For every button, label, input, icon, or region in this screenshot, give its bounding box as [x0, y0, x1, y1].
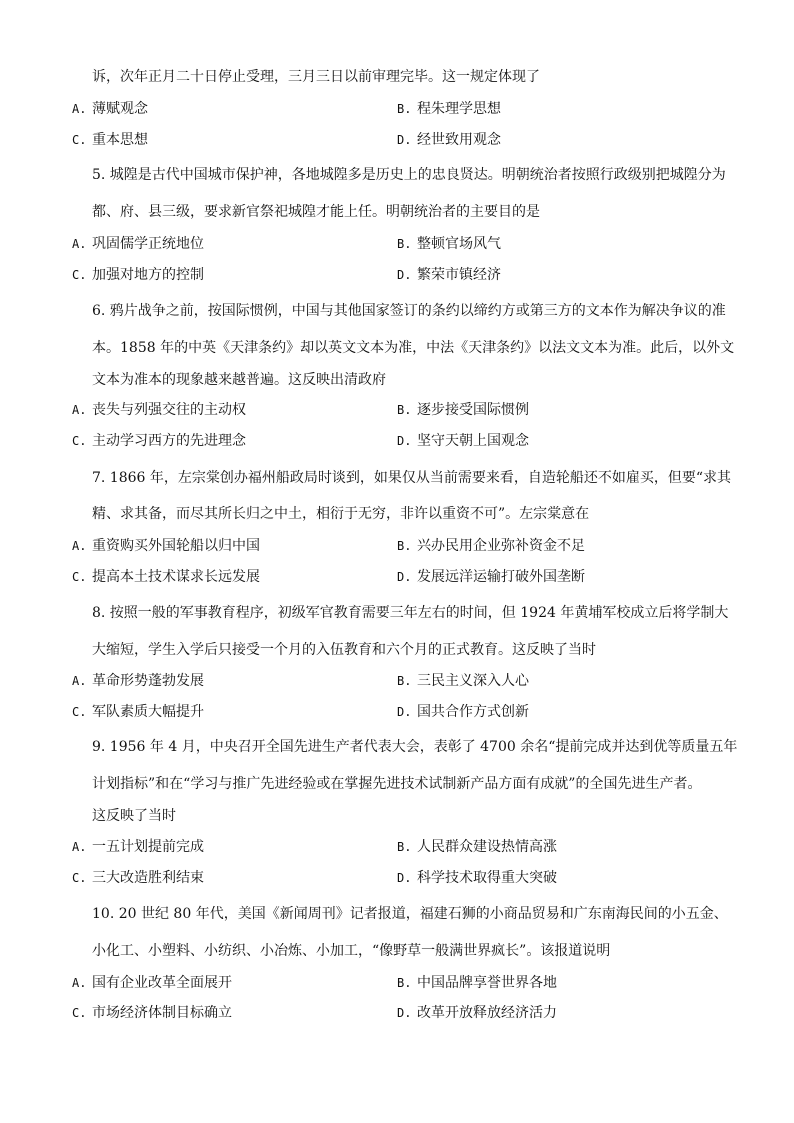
- option-letter: A.: [72, 102, 87, 116]
- option-letter: A.: [72, 539, 87, 553]
- option-text: 兴办民用企业弥补资金不足: [417, 538, 585, 554]
- option-letter: C.: [72, 133, 87, 147]
- option-letter: A.: [72, 840, 87, 854]
- option-text: 国共合作方式创新: [417, 704, 529, 720]
- option-letter: B.: [397, 840, 412, 854]
- option-text: 市场经济体制目标确立: [92, 1005, 232, 1021]
- q5-option-d[interactable]: [397, 266, 501, 284]
- q8-option-a[interactable]: [72, 672, 204, 690]
- option-letter: B.: [397, 403, 412, 417]
- q6-option-b[interactable]: [397, 401, 529, 419]
- option-letter: D.: [397, 871, 412, 885]
- option-text: 重资购买外国轮船以归中国: [92, 538, 260, 554]
- option-letter: A.: [72, 403, 87, 417]
- option-text: 科学技术取得重大突破: [417, 870, 557, 886]
- option-letter: A.: [72, 674, 87, 688]
- q10-stem-line-2: 小化工、小塑料、小纺织、小冶炼、小加工，“像野草一般满世界疯长”。该报道说明: [92, 943, 611, 959]
- q4-option-d[interactable]: [397, 131, 501, 149]
- q7-option-c[interactable]: [72, 568, 260, 586]
- option-text: 人民群众建设热情高涨: [417, 839, 557, 855]
- option-letter: D.: [397, 1006, 412, 1020]
- option-letter: C.: [72, 434, 87, 448]
- q4-option-c[interactable]: [72, 131, 148, 149]
- q9-stem-line-1: 9. 1956 年 4 月，中央召开全国先进生产者代表大会，表彰了 4700 余名“提前完成并达到优等质量五年: [92, 739, 738, 755]
- q5-stem-line-1: 5. 城隍是古代中国城市保护神，各地城隍多是历史上的忠良贤达。明朝统治者按照行政级别把城隍分为: [92, 167, 726, 183]
- option-text: 加强对地方的控制: [92, 267, 204, 283]
- q5-option-a[interactable]: [72, 235, 204, 253]
- q9-option-b[interactable]: [397, 838, 557, 856]
- option-letter: B.: [397, 976, 412, 990]
- q5-option-c[interactable]: [72, 266, 204, 284]
- option-letter: C.: [72, 871, 87, 885]
- q4-option-a[interactable]: [72, 100, 148, 118]
- option-text: 主动学习西方的先进理念: [92, 433, 246, 449]
- q4-option-b[interactable]: [397, 100, 501, 118]
- q7-stem-line-2: 精、求其备，而尽其所长归之中土，相衍于无穷，非许以重资不可”。左宗棠意在: [92, 506, 590, 522]
- q6-stem-line-2: 本。1858 年的中英《天津条约》却以英文文本为准，中法《天津条约》以法文文本为准。此后，以外文: [92, 340, 735, 356]
- q10-stem-line-1: 10. 20 世纪 80 年代，美国《新闻周刊》记者报道，福建石狮的小商品贸易和广东南海民间的小五金、: [92, 906, 728, 922]
- option-letter: B.: [397, 674, 412, 688]
- option-text: 薄赋观念: [92, 101, 148, 117]
- option-text: 一五计划提前完成: [92, 839, 204, 855]
- q9-stem-line-2: 计划指标”和在“学习与推广先进经验或在掌握先进技术试制新产品方面有成就”的全国先进生产者。: [92, 776, 702, 792]
- option-letter: B.: [397, 539, 412, 553]
- q7-option-a[interactable]: [72, 537, 260, 555]
- option-text: 发展远洋运输打破外国垄断: [417, 569, 585, 585]
- option-text: 中国品牌享誉世界各地: [417, 975, 557, 991]
- option-text: 军队素质大幅提升: [92, 704, 204, 720]
- q8-option-c[interactable]: [72, 703, 204, 721]
- q5-option-b[interactable]: [397, 235, 501, 253]
- q6-option-a[interactable]: [72, 401, 246, 419]
- q10-option-a[interactable]: [72, 974, 232, 992]
- option-text: 三大改造胜利结束: [92, 870, 204, 886]
- q8-stem-line-1: 8. 按照一般的军事教育程序，初级军官教育需要三年左右的时间，但 1924 年黄埔军校成立后将学制大: [92, 605, 729, 621]
- q8-option-b[interactable]: [397, 672, 529, 690]
- option-letter: D.: [397, 705, 412, 719]
- q7-option-b[interactable]: [397, 537, 585, 555]
- q8-option-d[interactable]: [397, 703, 529, 721]
- option-letter: C.: [72, 705, 87, 719]
- option-letter: D.: [397, 268, 412, 282]
- q5-stem-line-2: 都、府、县三级，要求新官祭祀城隍才能上任。明朝统治者的主要目的是: [92, 204, 540, 220]
- option-letter: D.: [397, 570, 412, 584]
- option-text: 程朱理学思想: [417, 101, 501, 117]
- option-letter: D.: [397, 434, 412, 448]
- option-text: 经世致用观念: [417, 132, 501, 148]
- option-letter: C.: [72, 570, 87, 584]
- option-letter: B.: [397, 237, 412, 251]
- option-letter: A.: [72, 976, 87, 990]
- q4-stem-tail: 诉，次年正月二十日停止受理，三月三日以前审理完毕。这一规定体现了: [92, 69, 540, 85]
- option-text: 国有企业改革全面展开: [92, 975, 232, 991]
- option-letter: D.: [397, 133, 412, 147]
- option-text: 改革开放释放经济活力: [417, 1005, 557, 1021]
- q9-option-c[interactable]: [72, 869, 204, 887]
- q10-option-d[interactable]: [397, 1004, 557, 1022]
- q9-option-d[interactable]: [397, 869, 557, 887]
- q6-option-c[interactable]: [72, 432, 246, 450]
- q8-stem-line-2: 大缩短，学生入学后只接受一个月的入伍教育和六个月的正式教育。这反映了当时: [92, 642, 596, 658]
- q7-option-d[interactable]: [397, 568, 585, 586]
- q7-stem-line-1: 7. 1866 年，左宗棠创办福州船政局时谈到，如果仅从当前需要来看，自造轮船还不如雇买，但要“求其: [92, 470, 732, 486]
- q6-stem-line-1: 6. 鸦片战争之前，按国际惯例，中国与其他国家签订的条约以缔约方或第三方的文本作为解决争议的准: [92, 303, 726, 319]
- option-text: 坚守天朝上国观念: [417, 433, 529, 449]
- option-text: 革命形势蓬勃发展: [92, 673, 204, 689]
- option-letter: B.: [397, 102, 412, 116]
- option-text: 整顿官场风气: [417, 236, 501, 252]
- q6-option-d[interactable]: [397, 432, 529, 450]
- option-text: 丧失与列强交往的主动权: [92, 402, 246, 418]
- q6-stem-line-3: 文本为准本的现象越来越普遍。这反映出清政府: [92, 372, 386, 388]
- option-text: 重本思想: [92, 132, 148, 148]
- q9-stem-line-3: 这反映了当时: [92, 808, 176, 824]
- option-text: 提高本土技术谋求长远发展: [92, 569, 260, 585]
- option-letter: C.: [72, 1006, 87, 1020]
- q10-option-c[interactable]: [72, 1004, 232, 1022]
- option-text: 繁荣市镇经济: [417, 267, 501, 283]
- q10-option-b[interactable]: [397, 974, 557, 992]
- option-text: 逐步接受国际惯例: [417, 402, 529, 418]
- option-text: 三民主义深入人心: [417, 673, 529, 689]
- option-text: 巩固儒学正统地位: [92, 236, 204, 252]
- option-letter: C.: [72, 268, 87, 282]
- q9-option-a[interactable]: [72, 838, 204, 856]
- option-letter: A.: [72, 237, 87, 251]
